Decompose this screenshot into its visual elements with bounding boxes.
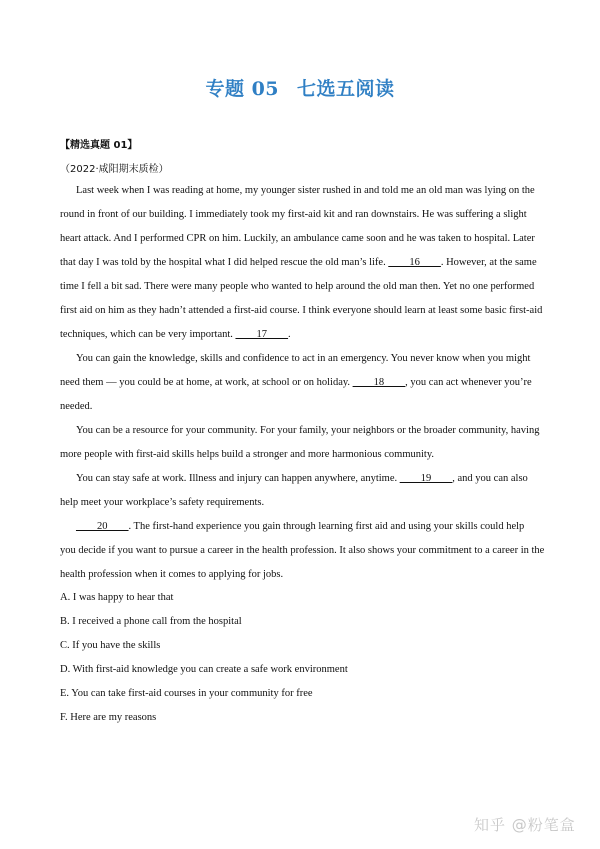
blank-16: ____16____ xyxy=(388,257,441,268)
question-tag: 【精选真题 01】 xyxy=(60,140,138,151)
passage-line: heart attack. And I performed CPR on him. Luckily, an ambulance came soon and he was taken to hospital. Later xyxy=(60,233,535,244)
passage-line: needed. xyxy=(60,401,93,412)
passage-line: You can be a resource for your community. For your family, your neighbors or the broader community, having xyxy=(76,425,540,436)
passage-line: more people with first-aid skills helps build a stronger and more harmonious community. xyxy=(60,449,435,460)
passage-line: that day I was told by the hospital what I did helped rescue the old man’s life. ____16____. However, at the same xyxy=(60,257,537,268)
passage-line: Last week when I was reading at home, my younger sister rushed in and told me an old man was lying on the xyxy=(76,185,535,196)
watermark: 知乎 @粉笔盒 xyxy=(474,816,576,834)
passage-line: ____20____. The first-hand experience you gain through learning first aid and using your skills could help xyxy=(76,521,525,532)
passage-line: You can gain the knowledge, skills and confidence to act in an emergency. You never know when you might xyxy=(76,353,531,364)
option-c: C. If you have the skills xyxy=(60,640,161,651)
blank-20: ____20____ xyxy=(76,521,129,532)
passage-line: need them — you could be at home, at work, at school or on holiday. ____18____, you can act whenever you’re xyxy=(60,377,532,388)
page-title xyxy=(0,74,600,101)
blank-17: ____17____ xyxy=(235,329,289,340)
option-a: A. I was happy to hear that xyxy=(60,592,174,603)
blank-18: ____18____ xyxy=(352,377,406,388)
blank-19: ____19____ xyxy=(399,473,453,484)
title-part2: 七选五阅读 xyxy=(297,78,395,100)
passage-line: you decide if you want to pursue a career in the health profession. It also shows your commitment to a career in the xyxy=(60,545,545,556)
passage-line: help meet your workplace’s safety requirements. xyxy=(60,497,265,508)
passage-line: health profession when it comes to applying for jobs. xyxy=(60,569,284,580)
passage-line: You can stay safe at work. Illness and injury can happen anywhere, anytime. ____19____, and you can also xyxy=(76,473,528,484)
passage-line: first aid on him as they hadn’t attended a first-aid course. I think everyone should learn at least some basic first-aid xyxy=(60,305,543,316)
option-b: B. I received a phone call from the hospital xyxy=(60,616,242,627)
passage-line: round in front of our building. I immediately took my first-aid kit and ran downstairs. He was suffering a slight xyxy=(60,209,527,220)
option-e: E. You can take first-aid courses in your community for free xyxy=(60,688,313,699)
source-label: （2022·咸阳期末质检） xyxy=(60,164,169,175)
title-part1: 专题 05 xyxy=(205,78,280,100)
option-d: D. With first-aid knowledge you can create a safe work environment xyxy=(60,664,348,675)
passage-line: time I fell a bit sad. There were many people who wanted to help around the old man then. Yet no one performed xyxy=(60,281,535,292)
passage-line: techniques, which can be very important. ____17____. xyxy=(60,329,291,340)
option-f: F. Here are my reasons xyxy=(60,712,157,723)
